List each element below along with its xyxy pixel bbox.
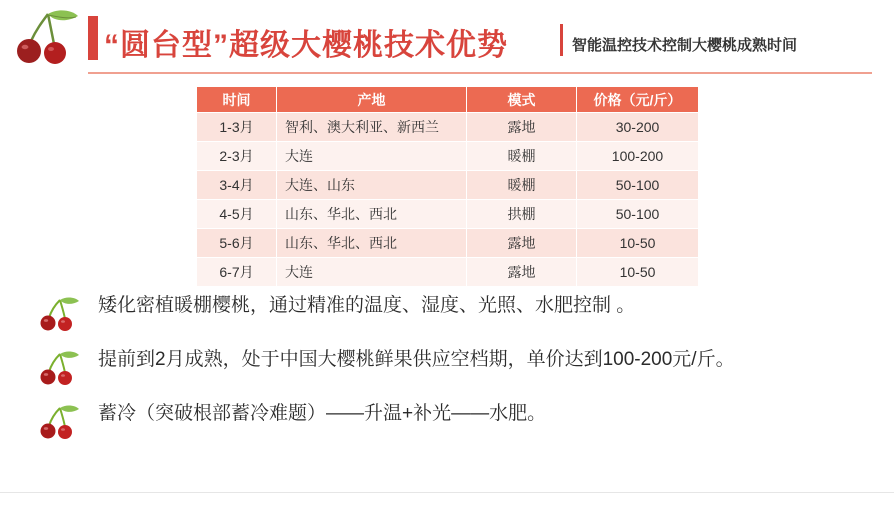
cell-price: 10-50: [577, 258, 699, 287]
cell-origin: 大连、山东: [277, 171, 467, 200]
list-item: [34, 290, 878, 342]
table-row: [197, 200, 699, 229]
page-title: “圆台型”超级大樱桃技术优势: [104, 29, 508, 62]
cell-price: 100-200: [577, 142, 699, 171]
cell-price: 50-100: [577, 200, 699, 229]
title-accent-bar: [88, 16, 98, 60]
cherries-icon: [14, 8, 88, 70]
cell-mode: 露地: [467, 229, 577, 258]
cell-time: 5-6月: [197, 229, 277, 258]
cell-origin: 智利、澳大利亚、新西兰: [277, 113, 467, 142]
cell-mode: 暖棚: [467, 171, 577, 200]
page-subtitle: 智能温控技术控制大樱桃成熟时间: [572, 37, 798, 54]
bullet-list: [34, 290, 878, 452]
cell-origin: 山东、华北、西北: [277, 229, 467, 258]
cell-time: 2-3月: [197, 142, 277, 171]
cherry-season-table: [196, 86, 698, 287]
bullet-text: 提前到2月成熟，处于中国大樱桃鲜果供应空档期，单价达到100-200元/斤。: [98, 349, 735, 370]
table-header-row: [197, 87, 699, 113]
table-row: [197, 142, 699, 171]
cherries-bullet-icon: [40, 350, 84, 386]
table-header-origin: 产地: [277, 87, 467, 113]
header-rule: [88, 72, 872, 74]
table-header-price: 价格（元/斤）: [577, 87, 699, 113]
cell-time: 1-3月: [197, 113, 277, 142]
page-header: [0, 0, 894, 78]
table-row: [197, 229, 699, 258]
cell-origin: 山东、华北、西北: [277, 200, 467, 229]
cell-mode: 露地: [467, 258, 577, 287]
table-header-mode: 模式: [467, 87, 577, 113]
table-header-time: 时间: [197, 87, 277, 113]
cell-time: 3-4月: [197, 171, 277, 200]
footer-divider: [0, 492, 894, 493]
list-item: [34, 398, 878, 450]
cell-price: 30-200: [577, 113, 699, 142]
bullet-text: 矮化密植暖棚樱桃，通过精准的温度、湿度、光照、水肥控制 。: [98, 295, 636, 316]
cell-price: 10-50: [577, 229, 699, 258]
cell-price: 50-100: [577, 171, 699, 200]
cell-origin: 大连: [277, 258, 467, 287]
title-divider: [560, 24, 563, 56]
list-item: [34, 344, 878, 396]
bullet-text: 蓄冷（突破根部蓄冷难题）——升温+补光——水肥。: [98, 403, 547, 424]
cell-origin: 大连: [277, 142, 467, 171]
cell-time: 4-5月: [197, 200, 277, 229]
cell-mode: 拱棚: [467, 200, 577, 229]
cell-mode: 露地: [467, 113, 577, 142]
cell-time: 6-7月: [197, 258, 277, 287]
table-row: [197, 171, 699, 200]
cherries-bullet-icon: [40, 404, 84, 440]
cherries-bullet-icon: [40, 296, 84, 332]
cell-mode: 暖棚: [467, 142, 577, 171]
table-row: [197, 258, 699, 287]
table-row: [197, 113, 699, 142]
